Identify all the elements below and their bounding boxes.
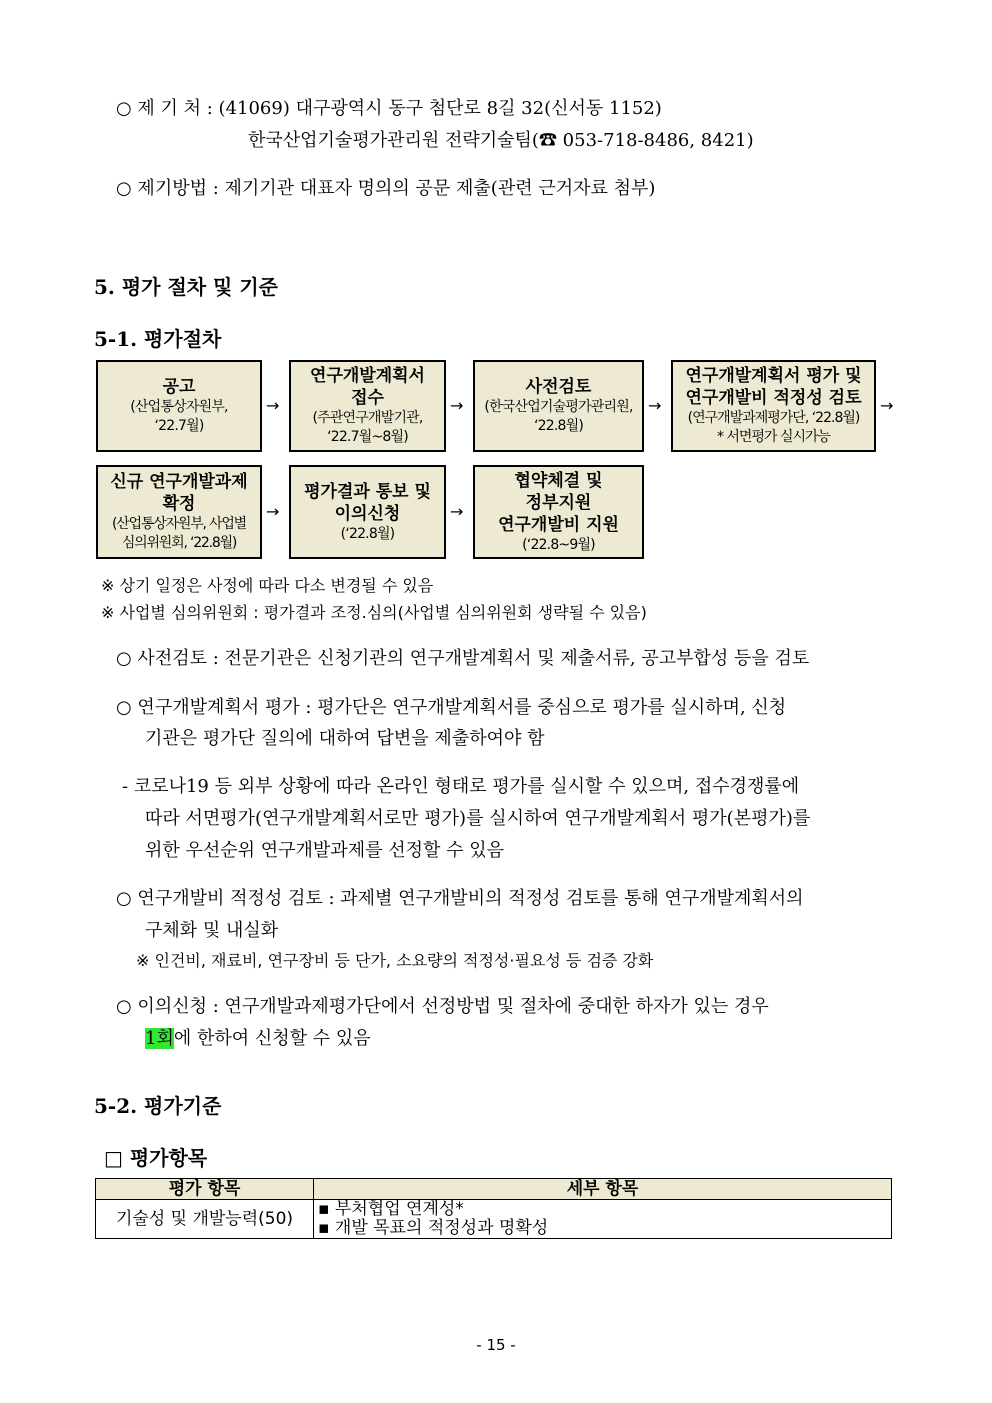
flow-step-announcement bbox=[96, 360, 262, 452]
evaluation-items-title: □ 평가항목 bbox=[104, 1146, 208, 1170]
table-header-row bbox=[96, 1179, 892, 1200]
arrow-icon: → bbox=[880, 396, 894, 415]
flow-step-title: 평가결과 통보 및 이의신청 bbox=[304, 481, 431, 524]
section-title: 5. 평가 절차 및 기준 bbox=[94, 275, 278, 299]
flow-step-title: 사전검토 bbox=[525, 377, 592, 397]
flow-step-plan-submission bbox=[289, 360, 446, 452]
flow-step-pre-review bbox=[473, 360, 644, 452]
detail-item: ▪ 개발 목표의 적정성과 명확성 bbox=[318, 1218, 549, 1238]
budget-review-note: ※ 인건비, 재료비, 연구장비 등 단가, 소요량의 적정성·필요성 등 검증 강화 bbox=[136, 951, 654, 970]
flow-step-sub: (‘22.8월) bbox=[340, 525, 395, 542]
arrow-icon: → bbox=[450, 396, 464, 415]
criteria-table bbox=[95, 1178, 892, 1239]
header-eval-item: 평가 항목 bbox=[96, 1179, 314, 1200]
plan-eval-line2: 기관은 평가단 질의에 대하여 답변을 제출하여야 함 bbox=[145, 728, 545, 749]
flow-step-confirmation bbox=[96, 465, 262, 559]
appeal-line1: ○ 이의신청 : 연구개발과제평가단에서 선정방법 및 절차에 중대한 하자가 있는 경우 bbox=[116, 996, 769, 1017]
submission-org: 한국산업기술평가관리원 전략기술팀(☎ 053-718-8486, 8421) bbox=[248, 130, 754, 151]
submission-method: ○ 제기방법 : 제기기관 대표자 명의의 공문 제출(관련 근거자료 첨부) bbox=[116, 178, 656, 199]
appeal-rest: 에 한하여 신청할 수 있음 bbox=[173, 1028, 371, 1049]
table-row bbox=[96, 1200, 892, 1239]
flow-step-title: 신규 연구개발과제 확정 bbox=[110, 472, 248, 514]
committee-note: ※ 사업별 심의위원회 : 평가결과 조정.심의(사업별 심의위원회 생략될 수 있음) bbox=[101, 603, 647, 622]
arrow-icon: → bbox=[266, 396, 280, 415]
subsection-procedure-title: 5-1. 평가절차 bbox=[94, 327, 222, 351]
covid-line3: 위한 우선순위 연구개발과제를 선정할 수 있음 bbox=[145, 840, 504, 861]
appeal-line2 bbox=[145, 1024, 371, 1050]
detail-item: ▪ 부처협업 연계성* bbox=[318, 1199, 464, 1219]
page-number: - 15 - bbox=[476, 1336, 516, 1354]
subsection-criteria-title: 5-2. 평가기준 bbox=[94, 1094, 222, 1118]
schedule-note: ※ 상기 일정은 사정에 따라 다소 변경될 수 있음 bbox=[101, 576, 434, 595]
flow-step-sub: (주관연구개발기관, ‘22.7월~8월) bbox=[312, 410, 423, 445]
covid-line1: - 코로나19 등 외부 상황에 따라 온라인 형태로 평가를 실시할 수 있으며, 접수경쟁률에 bbox=[122, 776, 800, 797]
submission-place: ○ 제 기 처 : (41069) 대구광역시 동구 첨단로 8길 32(신서동 1152) bbox=[116, 98, 662, 119]
header-detail-item: 세부 항목 bbox=[314, 1179, 892, 1200]
flow-step-sub: (한국산업기술평가관리원, ‘22.8월) bbox=[484, 399, 633, 434]
flow-step-plan-evaluation bbox=[671, 360, 876, 452]
arrow-icon: → bbox=[266, 502, 280, 521]
flow-step-sub: (산업통상자원부, 사업별 심의위원회, ‘22.8월) bbox=[111, 516, 246, 551]
pre-review-text: ○ 사전검토 : 전문기관은 신청기관의 연구개발계획서 및 제출서류, 공고부합성 등을 검토 bbox=[116, 648, 810, 669]
arrow-icon: → bbox=[648, 396, 662, 415]
flow-step-result-appeal bbox=[289, 465, 446, 559]
flow-step-title: 공고 bbox=[162, 377, 196, 397]
appeal-highlight: 1회 bbox=[145, 1028, 174, 1049]
flow-step-sub: (‘22.8~9월) bbox=[522, 536, 595, 553]
flow-step-title: 협약체결 및 정부지원 연구개발비 지원 bbox=[498, 470, 619, 535]
row-label: 기술성 및 개발능력(50) bbox=[96, 1200, 314, 1239]
plan-eval-line1: ○ 연구개발계획서 평가 : 평가단은 연구개발계획서를 중심으로 평가를 실시하며, 신청 bbox=[116, 697, 787, 718]
flow-step-title: 연구개발계획서 평가 및 연구개발비 적정성 검토 bbox=[685, 366, 862, 408]
budget-review-line1: ○ 연구개발비 적정성 검토 : 과제별 연구개발비의 적정성 검토를 통해 연구개발계획서의 bbox=[116, 888, 804, 909]
covid-line2: 따라 서면평가(연구개발계획서로만 평가)를 실시하여 연구개발계획서 평가(본평가)를 bbox=[145, 808, 811, 829]
arrow-icon: → bbox=[450, 502, 464, 521]
flow-step-title: 연구개발계획서 접수 bbox=[310, 366, 425, 408]
flow-step-agreement bbox=[473, 465, 644, 559]
flow-step-sub: (연구개발과제평가단, ‘22.8월) * 서면평가 실시가능 bbox=[687, 410, 860, 445]
flow-step-sub: (산업통상자원부, ‘22.7월) bbox=[130, 399, 228, 434]
budget-review-line2: 구체화 및 내실화 bbox=[145, 920, 279, 941]
